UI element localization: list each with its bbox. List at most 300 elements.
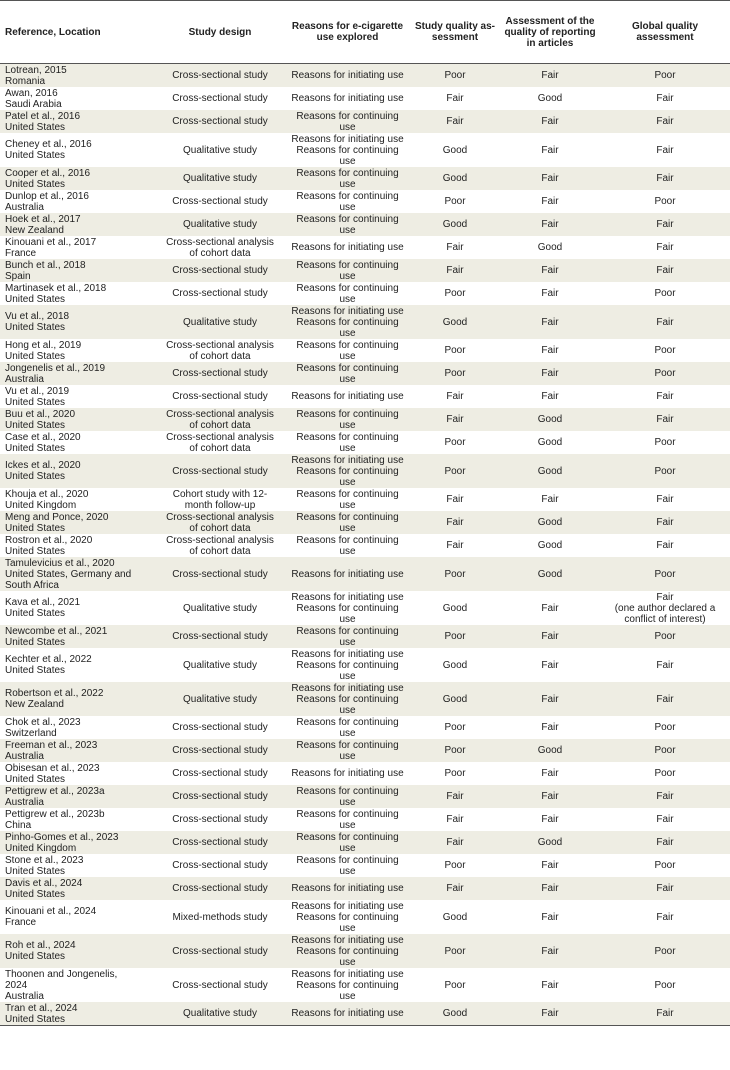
reference-cell-line: United States: [5, 865, 66, 877]
reference-cell: [0, 968, 155, 1002]
reasons-cell-line: Reasons for initiating use: [291, 883, 404, 894]
table-row: [0, 831, 730, 854]
reasons-cell-line: Reasons for continuing: [296, 511, 399, 523]
reference-cell-line: Freeman et al., 2023: [5, 739, 98, 751]
global-quality-cell-line: Fair: [656, 494, 674, 505]
reasons-cell-line: Reasons for continuing: [296, 659, 399, 671]
study-design-cell-line: Cross-sectional study: [172, 745, 268, 756]
study-design-cell: [155, 854, 285, 877]
global-quality-cell-line: Fair: [656, 837, 674, 848]
global-quality-cell: [600, 305, 730, 339]
study-design-cell-line: Cross-sectional study: [172, 391, 268, 402]
table-row: [0, 682, 730, 716]
reference-cell: [0, 236, 155, 259]
reference-cell: [0, 282, 155, 305]
reasons-cell-line: Reasons for continuing: [296, 282, 399, 294]
reasons-cell-line: Reasons for continuing: [296, 339, 399, 351]
reference-cell-line: United States: [5, 350, 66, 362]
reasons-cell-line: use: [339, 545, 356, 557]
table-row: [0, 877, 730, 900]
study-quality-cell: Fair: [446, 494, 464, 505]
reasons-cell-line: use: [339, 270, 356, 282]
reference-cell-line: United Kingdom: [5, 842, 77, 854]
reference-cell: [0, 110, 155, 133]
reasons-cell-line: Reasons for continuing: [296, 854, 399, 866]
global-quality-cell: [600, 716, 730, 739]
reference-cell-line: United States: [5, 178, 66, 190]
table-row: [0, 385, 730, 408]
global-quality-cell: [600, 625, 730, 648]
reporting-quality-cell: Fair: [541, 391, 559, 402]
reasons-cell: [285, 877, 410, 900]
study-design-cell: [155, 133, 285, 167]
reasons-cell: [285, 739, 410, 762]
global-quality-cell: [600, 362, 730, 385]
global-quality-cell-line: Fair: [656, 1008, 674, 1019]
reasons-cell-line: use: [339, 327, 356, 339]
table-row: [0, 808, 730, 831]
global-quality-cell-line: Poor: [654, 345, 676, 356]
table-row: [0, 64, 730, 88]
reasons-cell-line: use: [339, 155, 356, 167]
reporting-quality-cell: Fair: [541, 1008, 559, 1019]
study-design-cell: [155, 259, 285, 282]
study-design-cell: [155, 408, 285, 431]
study-quality-cell: Poor: [444, 465, 466, 477]
global-quality-cell: [600, 259, 730, 282]
study-design-cell: [155, 1002, 285, 1026]
study-design-cell: [155, 454, 285, 488]
table-row: [0, 900, 730, 934]
table-row: [0, 488, 730, 511]
reasons-cell-line: use: [339, 522, 356, 534]
reference-cell: [0, 934, 155, 968]
study-design-cell-line: of cohort data: [189, 442, 251, 454]
reference-cell-line: France: [5, 917, 37, 928]
reference-cell-line: Awan, 2016: [5, 87, 58, 99]
reference-cell-line: 2024: [5, 979, 28, 991]
global-quality-cell-line: Fair: [656, 791, 674, 802]
global-quality-cell: [600, 854, 730, 877]
reporting-quality-cell: Good: [537, 242, 563, 253]
reasons-cell-line: use: [339, 796, 356, 808]
study-design-cell-line: Cross-sectional study: [172, 93, 268, 104]
reporting-quality-cell: Fair: [541, 70, 559, 81]
reference-cell-line: New Zealand: [5, 699, 64, 710]
reasons-cell-line: Reasons for continuing: [296, 316, 399, 328]
study-quality-cell: Good: [442, 602, 468, 614]
table-row: [0, 934, 730, 968]
study-design-cell: [155, 511, 285, 534]
reasons-cell: [285, 854, 410, 877]
table-row: [0, 1002, 730, 1026]
study-design-cell-line: Cross-sectional study: [172, 791, 268, 802]
reasons-cell-line: use: [339, 865, 356, 877]
reasons-cell-line: Reasons for initiating use: [291, 900, 404, 912]
study-quality-cell: Fair: [446, 791, 464, 802]
study-design-cell-line: Cross-sectional study: [172, 265, 268, 276]
reasons-cell-line: Reasons for continuing: [296, 259, 399, 271]
reasons-cell-line: use: [339, 750, 356, 762]
reference-cell-line: United States: [5, 522, 66, 534]
reference-cell-line: China: [5, 819, 32, 831]
reasons-cell: [285, 488, 410, 511]
study-design-cell: [155, 557, 285, 591]
reference-cell-line: United States: [5, 888, 66, 900]
reasons-cell-line: use: [339, 842, 356, 854]
reasons-cell: [285, 339, 410, 362]
header-reference: Reference, Location: [5, 26, 101, 38]
reference-cell: [0, 167, 155, 190]
global-quality-cell-line: Fair: [656, 883, 674, 894]
reasons-cell-line: Reasons for initiating use: [291, 682, 404, 694]
reasons-cell-line: Reasons for continuing: [296, 739, 399, 751]
reference-cell-line: Thoonen and Jongenelis,: [5, 968, 118, 980]
reasons-cell-line: Reasons for initiating use: [291, 1008, 404, 1019]
reasons-cell: [285, 934, 410, 968]
reference-cell-line: Stone et al., 2023: [5, 854, 84, 866]
reasons-cell: [285, 362, 410, 385]
reference-cell: [0, 362, 155, 385]
global-quality-cell-line: Fair: [656, 242, 674, 253]
study-design-cell-line: Cross-sectional study: [172, 945, 268, 957]
global-quality-cell: [600, 557, 730, 591]
global-quality-cell: [600, 968, 730, 1002]
reference-cell: [0, 877, 155, 900]
reasons-cell: [285, 213, 410, 236]
study-quality-cell: Poor: [444, 568, 466, 580]
reference-cell: [0, 648, 155, 682]
global-quality-cell-line: Fair: [656, 414, 674, 425]
reference-cell-line: United States: [5, 665, 66, 676]
study-design-cell: [155, 110, 285, 133]
reference-cell-line: Martinasek et al., 2018: [5, 282, 107, 294]
study-design-cell-line: Cross-sectional analysis: [166, 511, 274, 523]
study-design-cell: [155, 682, 285, 716]
reporting-quality-cell: Fair: [541, 196, 559, 207]
reasons-cell: [285, 968, 410, 1002]
study-quality-cell: Fair: [446, 265, 464, 276]
global-quality-cell: [600, 167, 730, 190]
reasons-cell-line: Reasons for initiating use: [291, 391, 404, 402]
study-design-cell: [155, 934, 285, 968]
study-design-cell: [155, 739, 285, 762]
reference-cell-line: Jongenelis et al., 2019: [5, 362, 106, 374]
study-design-cell: [155, 362, 285, 385]
study-design-cell-line: of cohort data: [189, 522, 251, 534]
reference-cell-line: Australia: [5, 373, 44, 385]
reference-cell-line: United States: [5, 419, 66, 431]
table-row: [0, 762, 730, 785]
reference-cell-line: United States: [5, 150, 66, 161]
reasons-cell-line: Reasons for continuing: [296, 831, 399, 843]
study-design-cell-line: Qualitative study: [183, 693, 257, 705]
table-row: [0, 511, 730, 534]
reference-cell-line: United States: [5, 442, 66, 454]
reporting-quality-cell: Fair: [541, 979, 559, 991]
global-quality-cell-line: Poor: [654, 568, 676, 580]
study-quality-cell: Fair: [446, 93, 464, 104]
reference-cell-line: Ickes et al., 2020: [5, 460, 81, 471]
global-quality-cell-line: Poor: [654, 768, 676, 779]
global-quality-cell-line: Poor: [654, 196, 676, 207]
global-quality-cell: [600, 431, 730, 454]
reference-cell: [0, 133, 155, 167]
global-quality-cell-line: Fair: [656, 265, 674, 276]
reasons-cell-line: Reasons for continuing: [296, 408, 399, 420]
study-quality-cell: Fair: [446, 116, 464, 127]
study-design-cell: [155, 785, 285, 808]
study-design-cell: [155, 339, 285, 362]
reasons-cell-line: use: [339, 419, 356, 431]
reasons-cell-line: use: [339, 373, 356, 385]
global-quality-cell-line: Fair: [656, 591, 674, 603]
global-quality-cell-line: Fair: [656, 517, 674, 528]
table-row: [0, 591, 730, 625]
study-quality-cell: Poor: [444, 345, 466, 356]
table-row: [0, 625, 730, 648]
reference-cell-line: United States, Germany and: [5, 568, 132, 580]
reasons-cell-line: Reasons for continuing: [296, 144, 399, 156]
reasons-cell-line: Reasons for continuing: [296, 110, 399, 122]
reporting-quality-cell: Good: [537, 93, 563, 104]
study-design-cell-line: Qualitative study: [183, 602, 257, 614]
study-quality-cell: Poor: [444, 722, 466, 733]
reasons-cell-line: use: [339, 727, 356, 739]
study-quality-cell: Good: [442, 911, 468, 923]
global-quality-cell-line: Poor: [654, 70, 676, 81]
study-quality-cell: Fair: [446, 814, 464, 825]
reference-cell: [0, 785, 155, 808]
reasons-cell: [285, 785, 410, 808]
reasons-cell-line: Reasons for continuing: [296, 625, 399, 637]
study-design-cell: [155, 213, 285, 236]
table-row: [0, 236, 730, 259]
reasons-cell-line: Reasons for continuing: [296, 167, 399, 179]
reporting-quality-cell: Fair: [541, 791, 559, 802]
reasons-cell-line: Reasons for initiating use: [291, 591, 404, 603]
reference-cell-line: United States: [5, 322, 66, 333]
study-design-cell: [155, 762, 285, 785]
reporting-quality-cell: Fair: [541, 693, 559, 705]
reporting-quality-cell: Good: [537, 745, 563, 756]
reporting-quality-cell: Fair: [541, 659, 559, 671]
reference-cell-line: Buu et al., 2020: [5, 408, 76, 420]
study-quality-cell: Good: [442, 1008, 468, 1019]
reference-cell-line: Spain: [5, 270, 31, 282]
reporting-quality-cell: Fair: [541, 631, 559, 642]
table-row: [0, 557, 730, 591]
reporting-quality-cell: Fair: [541, 768, 559, 779]
reasons-cell-line: Reasons for continuing: [296, 431, 399, 443]
reasons-cell-line: Reasons for initiating use: [291, 93, 404, 104]
reasons-cell-line: use: [339, 636, 356, 648]
study-quality-cell: Fair: [446, 242, 464, 253]
reporting-quality-cell: Fair: [541, 945, 559, 957]
study-design-cell-line: Qualitative study: [183, 173, 257, 184]
reference-cell-line: Davis et al., 2024: [5, 877, 83, 889]
global-quality-cell: [600, 64, 730, 88]
table-row: [0, 648, 730, 682]
global-quality-cell: [600, 488, 730, 511]
table-row: [0, 454, 730, 488]
study-design-cell: [155, 900, 285, 934]
reasons-cell-line: Reasons for initiating use: [291, 454, 404, 466]
reference-cell: [0, 64, 155, 88]
reporting-quality-cell: Fair: [541, 144, 559, 156]
reference-cell-line: Robertson et al., 2022: [5, 688, 104, 699]
reporting-quality-cell: Fair: [541, 288, 559, 299]
reasons-cell: [285, 591, 410, 625]
reporting-quality-cell: Fair: [541, 368, 559, 379]
reference-cell-line: United States: [5, 1013, 66, 1025]
reasons-cell-line: Reasons for initiating use: [291, 648, 404, 660]
study-design-cell-line: Cross-sectional study: [172, 860, 268, 871]
study-quality-cell: Poor: [444, 368, 466, 379]
study-quality-cell: Poor: [444, 288, 466, 299]
table-row: [0, 431, 730, 454]
study-design-cell-line: Qualitative study: [183, 219, 257, 230]
table-row: [0, 339, 730, 362]
table-row: [0, 213, 730, 236]
reference-cell: [0, 1002, 155, 1026]
reference-cell: [0, 385, 155, 408]
study-quality-cell: Good: [442, 693, 468, 705]
global-quality-cell: [600, 934, 730, 968]
reference-cell-line: South Africa: [5, 579, 59, 591]
reasons-cell: [285, 900, 410, 934]
global-quality-cell: [600, 831, 730, 854]
table-row: [0, 305, 730, 339]
reporting-quality-cell: Fair: [541, 722, 559, 733]
reference-cell-line: United States: [5, 608, 66, 619]
global-quality-cell-line: Fair: [656, 316, 674, 328]
reference-cell: [0, 408, 155, 431]
global-quality-cell-line: Poor: [654, 860, 676, 871]
reasons-cell-line: Reasons for continuing: [296, 534, 399, 546]
reasons-cell: [285, 454, 410, 488]
reference-cell-line: United States: [5, 471, 66, 482]
table-body: [0, 64, 730, 1026]
study-design-cell: [155, 831, 285, 854]
reference-cell-line: Hong et al., 2019: [5, 339, 82, 351]
global-quality-cell-line: Poor: [654, 288, 676, 299]
reference-cell: [0, 511, 155, 534]
reference-cell: [0, 339, 155, 362]
reasons-cell: [285, 625, 410, 648]
reasons-cell: [285, 648, 410, 682]
reference-cell-line: Kinouani et al., 2017: [5, 236, 97, 248]
reference-cell: [0, 305, 155, 339]
reporting-quality-cell: Fair: [541, 494, 559, 505]
study-quality-cell: Fair: [446, 540, 464, 551]
reporting-quality-cell: Good: [537, 465, 563, 477]
reasons-cell: [285, 511, 410, 534]
reasons-cell-line: use: [339, 670, 356, 682]
global-quality-cell-line: Fair: [656, 391, 674, 402]
reasons-cell-line: Reasons for initiating use: [291, 934, 404, 946]
reporting-quality-cell: Fair: [541, 116, 559, 127]
study-design-cell-line: Cross-sectional study: [172, 465, 268, 477]
reference-cell: [0, 190, 155, 213]
reasons-cell-line: Reasons for continuing: [296, 465, 399, 477]
global-quality-cell: [600, 682, 730, 716]
reasons-cell: [285, 236, 410, 259]
reasons-cell-line: Reasons for continuing: [296, 213, 399, 225]
reasons-cell: [285, 431, 410, 454]
study-design-cell-line: Cross-sectional study: [172, 116, 268, 127]
reasons-cell-line: use: [339, 224, 356, 236]
table-row: [0, 167, 730, 190]
reasons-cell: [285, 282, 410, 305]
global-quality-cell: [600, 739, 730, 762]
global-quality-cell-line: Poor: [654, 745, 676, 756]
reference-cell-line: Chok et al., 2023: [5, 716, 81, 728]
table-row: [0, 87, 730, 110]
reference-cell-line: Kava et al., 2021: [5, 597, 81, 608]
study-design-cell-line: Mixed-methods study: [172, 911, 268, 923]
reference-cell-line: Australia: [5, 750, 44, 762]
reference-cell-line: New Zealand: [5, 224, 64, 236]
reference-cell: [0, 488, 155, 511]
study-quality-cell: Good: [442, 173, 468, 184]
global-quality-cell-line: Poor: [654, 945, 676, 957]
study-quality-cell: Poor: [444, 860, 466, 871]
reference-cell-line: Pettigrew et al., 2023b: [5, 808, 105, 820]
study-quality-cell: Poor: [444, 631, 466, 642]
reporting-quality-cell: Fair: [541, 345, 559, 356]
reasons-cell-line: Reasons for continuing: [296, 488, 399, 500]
reasons-cell-line: Reasons for continuing: [296, 190, 399, 202]
reference-cell-line: Patel et al., 2016: [5, 110, 81, 122]
reporting-quality-cell: Fair: [541, 860, 559, 871]
study-quality-cell: Poor: [444, 768, 466, 779]
global-quality-cell: [600, 454, 730, 488]
reference-cell: [0, 259, 155, 282]
study-design-cell-line: Cross-sectional study: [172, 722, 268, 733]
global-quality-cell-line: (one author declared a: [614, 602, 716, 614]
reasons-cell-line: Reasons for continuing: [296, 979, 399, 991]
reference-cell: [0, 625, 155, 648]
reporting-quality-cell: Fair: [541, 173, 559, 184]
global-quality-cell-line: Fair: [656, 540, 674, 551]
global-quality-cell: [600, 87, 730, 110]
reasons-cell-line: use: [339, 293, 356, 305]
global-quality-cell: [600, 1002, 730, 1026]
reasons-cell: [285, 831, 410, 854]
study-design-cell-line: Cross-sectional study: [172, 568, 268, 580]
study-design-cell-line: of cohort data: [189, 247, 251, 259]
reasons-cell-line: use: [339, 201, 356, 213]
study-quality-cell: Fair: [446, 883, 464, 894]
reasons-cell-line: use: [339, 922, 356, 934]
reasons-cell: [285, 762, 410, 785]
study-design-cell-line: Cross-sectional study: [172, 837, 268, 848]
reasons-cell: [285, 259, 410, 282]
reasons-cell-line: Reasons for initiating use: [291, 133, 404, 145]
global-quality-cell-line: Fair: [656, 219, 674, 230]
reference-cell-line: Case et al., 2020: [5, 431, 81, 443]
reference-cell-line: Lotrean, 2015: [5, 64, 67, 76]
reference-cell: [0, 213, 155, 236]
reference-cell-line: Roh et al., 2024: [5, 940, 76, 951]
global-quality-cell: [600, 133, 730, 167]
study-design-cell: [155, 808, 285, 831]
table-row: [0, 968, 730, 1002]
reasons-cell-line: Reasons for continuing: [296, 602, 399, 614]
header-study-design: Study design: [188, 26, 252, 38]
header-study-quality: Study quality as-sessment: [414, 21, 495, 43]
